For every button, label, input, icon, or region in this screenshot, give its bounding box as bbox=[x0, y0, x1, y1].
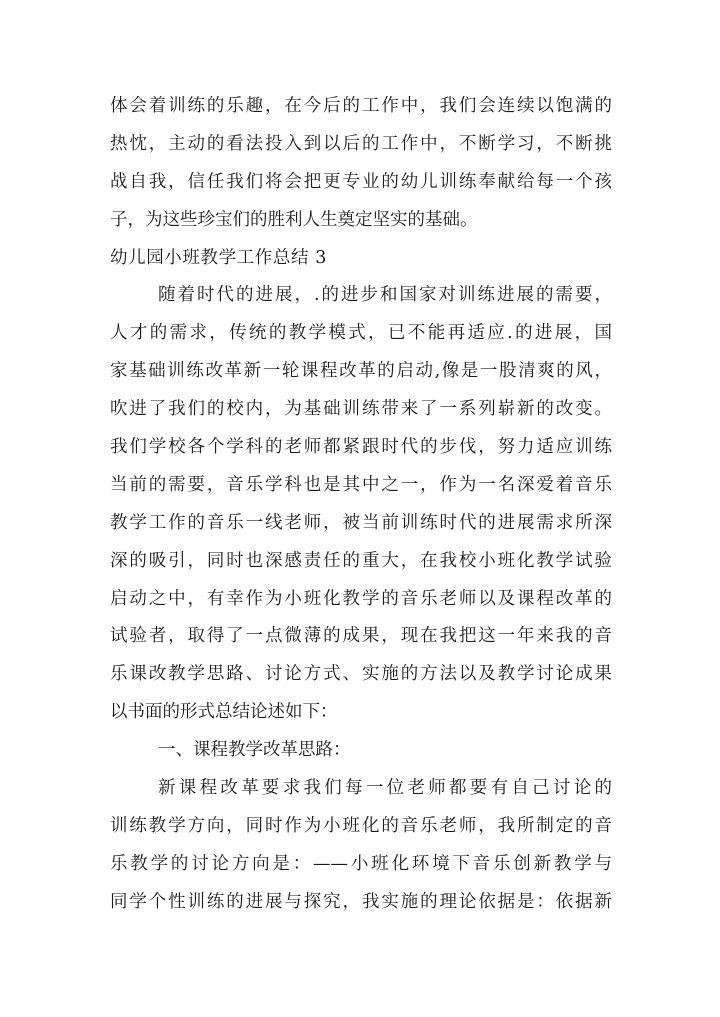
paragraph-line: 乐课改教学思路、讨论方式、实施的方法以及教学讨论成果 bbox=[110, 664, 612, 685]
paragraph-line: 训练教学方向，同时作为小班化的音乐老师，我所制定的音 bbox=[110, 815, 612, 836]
paragraph-line: 吹进了我们的校内，为基础训练带来了一系列崭新的改变。 bbox=[110, 399, 612, 420]
paragraph-line: 启动之中，有幸作为小班化教学的音乐老师以及课程改革的 bbox=[110, 588, 612, 609]
paragraph-line: 新课程改革要求我们每一位老师都要有自己讨论的 bbox=[158, 778, 612, 799]
subheading: 一、课程教学改革思路： bbox=[158, 740, 351, 761]
paragraph-line: 乐教学的讨论方向是：——小班化环境下音乐创新教学与 bbox=[110, 853, 612, 874]
paragraph-line: 子，为这些珍宝们的胜利人生奠定坚实的基础。 bbox=[110, 209, 478, 230]
document-page bbox=[110, 88, 612, 922]
section-title: 幼儿园小班教学工作总结 3 bbox=[110, 247, 327, 268]
paragraph-line: 家基础训练改革新一轮课程改革的启动,像是一股清爽的风， bbox=[110, 361, 612, 382]
paragraph-line: 战自我，信任我们将会把更专业的幼儿训练奉献给每一个孩 bbox=[110, 171, 612, 192]
paragraph-line: 体会着训练的乐趣，在今后的工作中，我们会连续以饱满的 bbox=[110, 96, 612, 116]
paragraph-line: 随着时代的进展，.的进步和国家对训练进展的需要， bbox=[158, 285, 612, 306]
paragraph-line: 我们学校各个学科的老师都紧跟时代的步伐，努力适应训练 bbox=[110, 437, 612, 458]
paragraph-line: 人才的需求，传统的教学模式，已不能再适应.的进展，国 bbox=[110, 323, 612, 344]
paragraph-line: 当前的需要，音乐学科也是其中之一，作为一名深爱着音乐 bbox=[110, 474, 612, 495]
paragraph-line: 同学个性训练的进展与探究，我实施的理论依据是：依据新 bbox=[110, 891, 612, 912]
paragraph-line: 以书面的形式总结论述如下： bbox=[110, 702, 338, 723]
paragraph-line: 教学工作的音乐一线老师，被当前训练时代的进展需求所深 bbox=[110, 512, 612, 533]
paragraph-line: 深的吸引，同时也深感责任的重大，在我校小班化教学试验 bbox=[110, 550, 612, 571]
paragraph-line: 热忱，主动的看法投入到以后的工作中，不断学习，不断挑 bbox=[110, 133, 612, 154]
paragraph-line: 试验者，取得了一点微薄的成果，现在我把这一年来我的音 bbox=[110, 626, 612, 647]
